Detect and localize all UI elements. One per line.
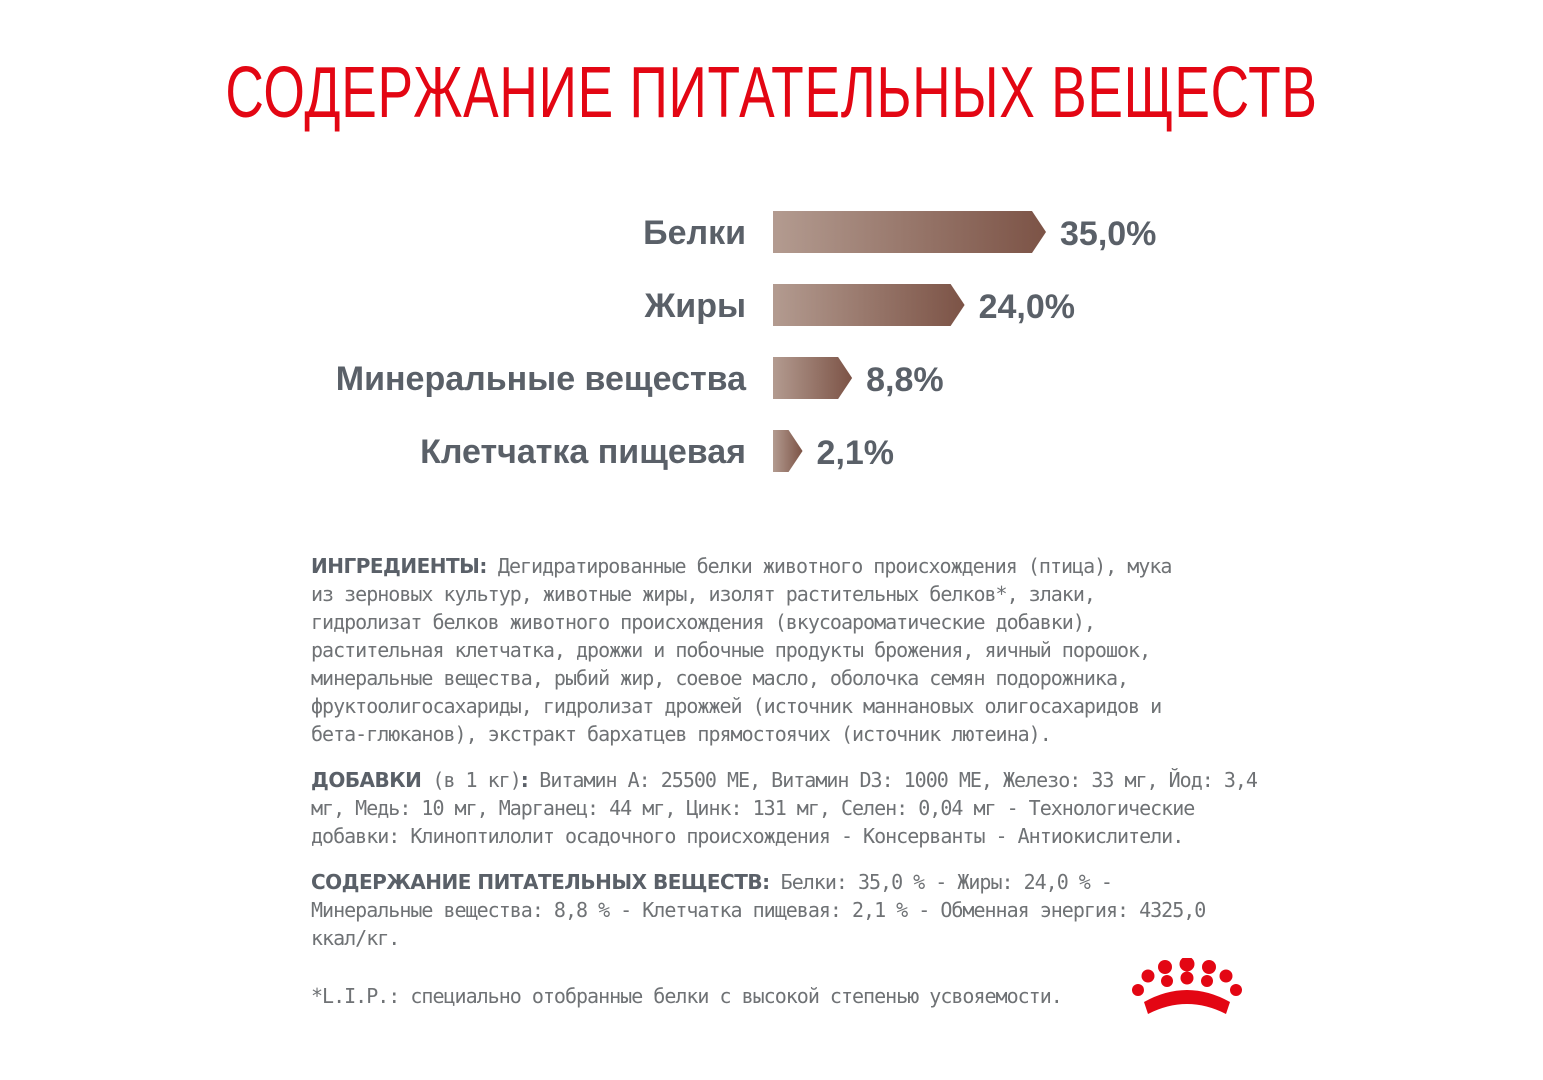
additives-label: ДОБАВКИ	[311, 768, 422, 792]
bar	[773, 211, 1046, 253]
ingredients-line-5: минеральные вещества, рыбий жир, соевое масло, оболочка семян подорожника,	[311, 666, 1129, 690]
crown-dot	[1220, 970, 1233, 983]
nutrients-line-1: СОДЕРЖАНИЕ ПИТАТЕЛЬНЫХ ВЕЩЕСТВ: Белки: 35,0 % - Жиры: 24,0 % -	[311, 870, 1112, 894]
ingredients-line-4: растительная клетчатка, дрожжи и побочные продукты брожения, яичный порошок,	[311, 638, 1151, 662]
value-label: 35,0%	[1060, 215, 1157, 253]
ingredients-line-3: гидролизат белков животного происхождения (вкусоароматические добавки),	[311, 610, 1095, 634]
value-label: 24,0%	[978, 288, 1076, 326]
value-label: 8,8%	[866, 361, 944, 399]
bar	[773, 284, 965, 326]
ingredients-line-1: ИНГРЕДИЕНТЫ: Дегидратированные белки животного происхождения (птица), мука	[311, 554, 1172, 578]
royal-canin-crown-icon	[1130, 958, 1244, 1022]
additives-line-3: добавки: Клиноптилолит осадочного происхождения - Консерванты - Антиокислители.	[311, 824, 1184, 848]
crown-dot	[1158, 960, 1172, 974]
crown-dot	[1201, 975, 1213, 987]
page-title: СОДЕРЖАНИЕ ПИТАТЕЛЬНЫХ ВЕЩЕСТВ	[225, 53, 1318, 133]
crown-dot	[1132, 984, 1144, 996]
crown-dot	[1230, 984, 1242, 996]
crown-dot	[1181, 972, 1194, 985]
additives-section	[311, 766, 1257, 850]
crown-dot	[1161, 975, 1173, 987]
nutrients-label: СОДЕРЖАНИЕ ПИТАТЕЛЬНЫХ ВЕЩЕСТВ:	[311, 870, 770, 894]
ingredients-label: ИНГРЕДИЕНТЫ:	[311, 554, 487, 578]
ingredients-section	[311, 552, 1251, 748]
additives-qualifier: (в 1 кг)	[421, 768, 521, 792]
value-label: 2,1%	[816, 434, 895, 472]
bar	[773, 430, 803, 472]
crown-dot	[1180, 958, 1195, 972]
nutrient-bar-chart	[0, 195, 1543, 495]
nutrients-line-3: ккал/кг.	[311, 926, 400, 950]
crown-dot	[1142, 970, 1155, 983]
additives-line-1: ДОБАВКИ (в 1 кг): Витамин А: 25500 МЕ, Витамин D3: 1000 МЕ, Железо: 33 мг, Йод: 3,4	[311, 768, 1257, 792]
category-label: Клетчатка пищевая	[420, 433, 746, 471]
ingredients-line-2: из зерновых культур, животные жиры, изолят растительных белков*, злаки,	[311, 582, 1095, 606]
category-label: Минеральные вещества	[335, 360, 746, 398]
crown-dot	[1202, 960, 1216, 974]
category-label: Жиры	[644, 287, 746, 325]
footnote: *L.I.P.: специально отобранные белки с высокой степенью усвояемости.	[311, 984, 1062, 1008]
bar	[773, 357, 852, 399]
category-label: Белки	[643, 214, 746, 252]
nutrients-line-2: Минеральные вещества: 8,8 % - Клетчатка пищевая: 2,1 % - Обменная энергия: 4325,0	[311, 898, 1206, 922]
crown-band	[1144, 990, 1230, 1014]
nutrients-section	[311, 868, 1251, 952]
ingredients-line-6: фруктоолигосахариды, гидролизат дрожжей (источник маннановых олигосахаридов и	[311, 694, 1162, 718]
ingredients-line-7: бета-глюканов), экстракт бархатцев прямостоячих (источник лютеина).	[311, 722, 1051, 746]
additives-line-2: мг, Медь: 10 мг, Марганец: 44 мг, Цинк: 131 мг, Селен: 0,04 мг - Технологические	[311, 796, 1195, 820]
